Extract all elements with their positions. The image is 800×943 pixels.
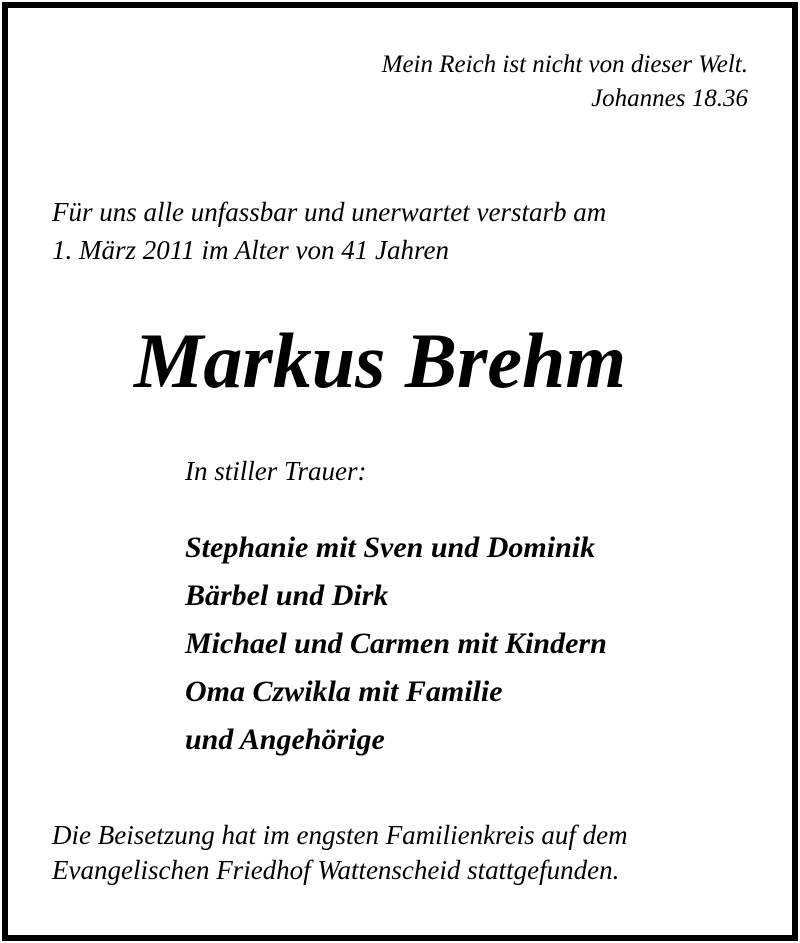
mourner-entry: Michael und Carmen mit Kindern <box>185 627 607 660</box>
burial-line-1: Die Beisetzung hat im engsten Familienkreis auf dem <box>52 820 628 850</box>
mourner-entry: Oma Czwikla mit Familie <box>185 675 503 708</box>
mourners-list <box>185 524 607 764</box>
verse-reference: Johannes 18.36 <box>591 85 748 112</box>
bible-verse <box>382 48 748 116</box>
obituary-frame <box>2 2 798 941</box>
deceased-name: Markus Brehm <box>134 317 626 404</box>
announcement-line-1: Für uns alle unfassbar und unerwartet verstarb am <box>52 197 607 227</box>
burial-line-2: Evangelischen Friedhof Wattenscheid stattgefunden. <box>52 855 620 885</box>
announcement-line-2: 1. März 2011 im Alter von 41 Jahren <box>52 235 449 265</box>
verse-quote: Mein Reich ist nicht von dieser Welt. <box>381 51 748 78</box>
death-announcement <box>52 193 606 269</box>
mourner-entry: Bärbel und Dirk <box>185 579 389 612</box>
burial-note <box>52 818 628 888</box>
mourner-entry: Stephanie mit Sven und Dominik <box>185 531 596 564</box>
mourner-entry: und Angehörige <box>185 723 385 756</box>
mourning-label: In stiller Trauer: <box>185 456 367 486</box>
